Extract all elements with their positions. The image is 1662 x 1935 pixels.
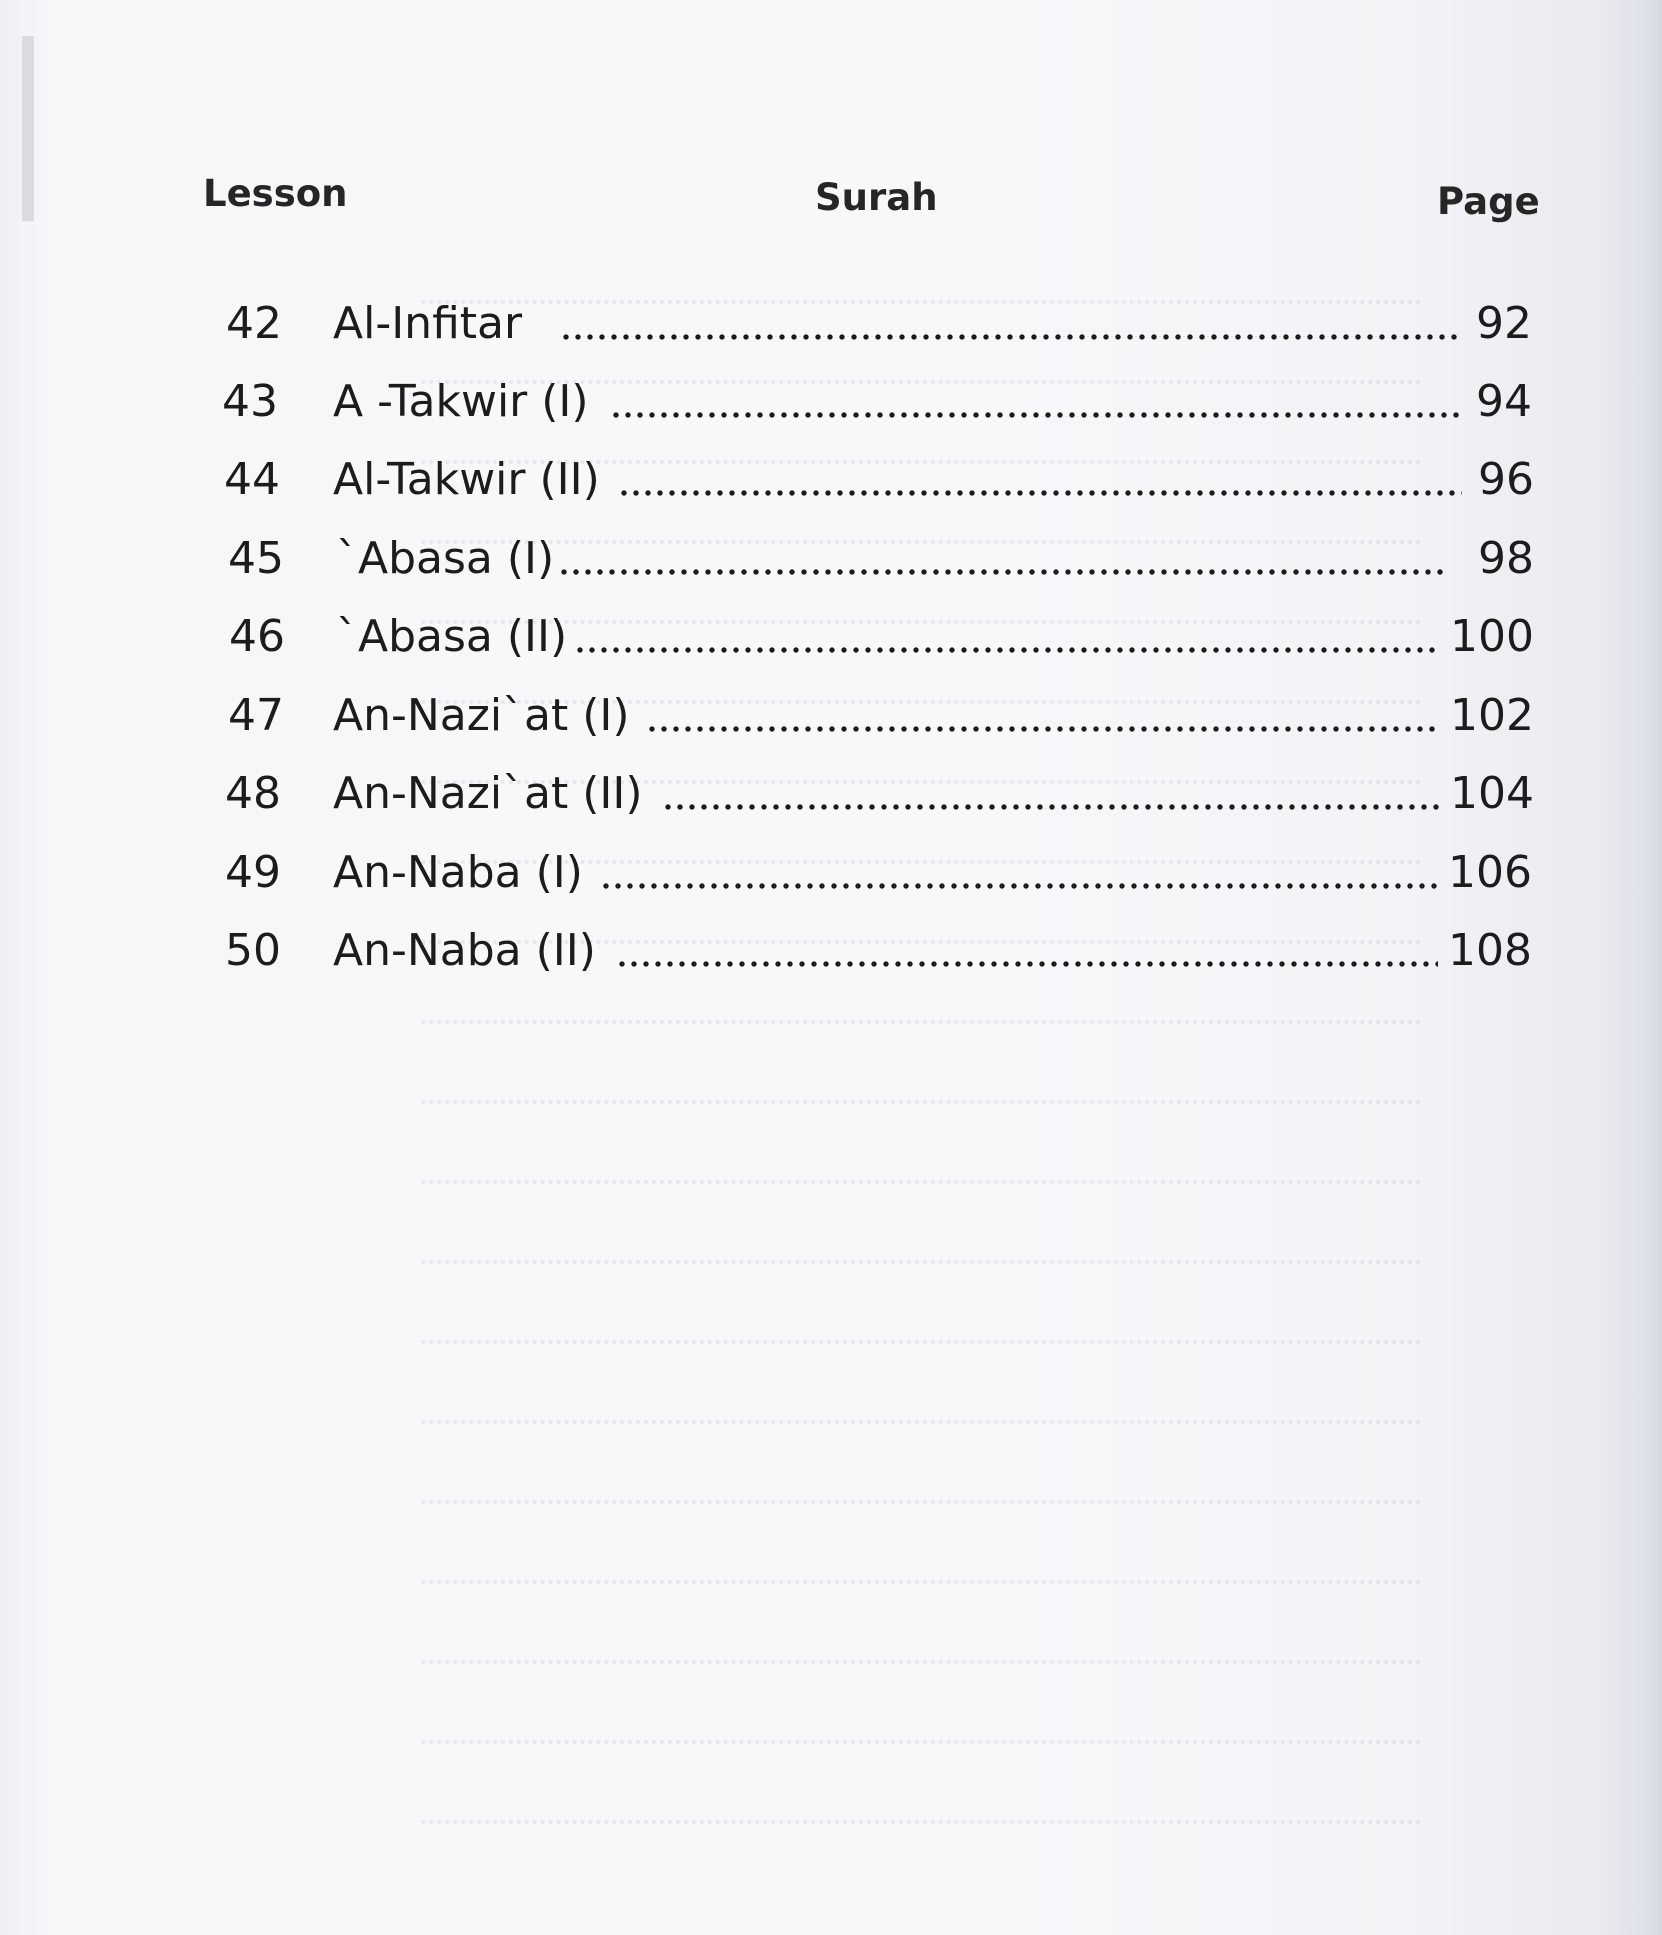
page-number: 102: [1450, 690, 1534, 741]
lesson-number: 44: [224, 454, 280, 505]
toc-entry: [0, 298, 1662, 364]
toc-entry: [0, 925, 1662, 991]
surah-name: An-Nazi`at (II): [333, 768, 643, 819]
dot-leader: [558, 563, 1448, 581]
surah-name: An-Naba (II): [333, 925, 596, 976]
surah-name: An-Nazi`at (I): [333, 690, 630, 741]
page-number: 94: [1476, 376, 1532, 427]
lesson-number: 48: [225, 768, 281, 819]
lesson-number: 49: [225, 847, 281, 898]
dot-leader: [610, 406, 1462, 424]
surah-name: `Abasa (I): [336, 533, 555, 584]
page-number: 96: [1478, 454, 1534, 505]
page-number: 100: [1450, 611, 1534, 662]
dot-leader: [646, 720, 1440, 738]
toc-entry: [0, 847, 1662, 913]
page-number: 108: [1448, 925, 1532, 976]
page-number: 98: [1478, 533, 1534, 584]
surah-column-header: Surah: [815, 176, 938, 219]
surah-name: An-Naba (I): [333, 847, 583, 898]
lesson-number: 46: [229, 611, 285, 662]
lesson-column-header: Lesson: [203, 172, 348, 215]
lesson-number: 50: [225, 925, 281, 976]
toc-entry: [0, 533, 1662, 599]
lesson-number: 47: [228, 690, 284, 741]
dot-leader: [616, 955, 1438, 973]
lesson-number: 43: [222, 376, 278, 427]
surah-name: A -Takwir (I): [333, 376, 589, 427]
dot-leader: [618, 484, 1462, 502]
dot-leader: [574, 641, 1440, 659]
toc-entry: [0, 454, 1662, 520]
surah-name: `Abasa (II): [336, 611, 568, 662]
toc-entry: [0, 690, 1662, 756]
toc-entry: [0, 768, 1662, 834]
page-number: 106: [1448, 847, 1532, 898]
page-number: 92: [1476, 298, 1532, 349]
toc-entry: [0, 611, 1662, 677]
lesson-number: 45: [228, 533, 284, 584]
dot-leader: [560, 328, 1460, 346]
page-number: 104: [1450, 768, 1534, 819]
page-column-header: Page: [1437, 180, 1540, 223]
dot-leader: [662, 798, 1440, 816]
lesson-number: 42: [226, 298, 282, 349]
surah-name: Al-Infitar: [333, 298, 523, 349]
dot-leader: [600, 877, 1440, 895]
surah-name: Al-Takwir (II): [333, 454, 600, 505]
toc-entry: [0, 376, 1662, 442]
